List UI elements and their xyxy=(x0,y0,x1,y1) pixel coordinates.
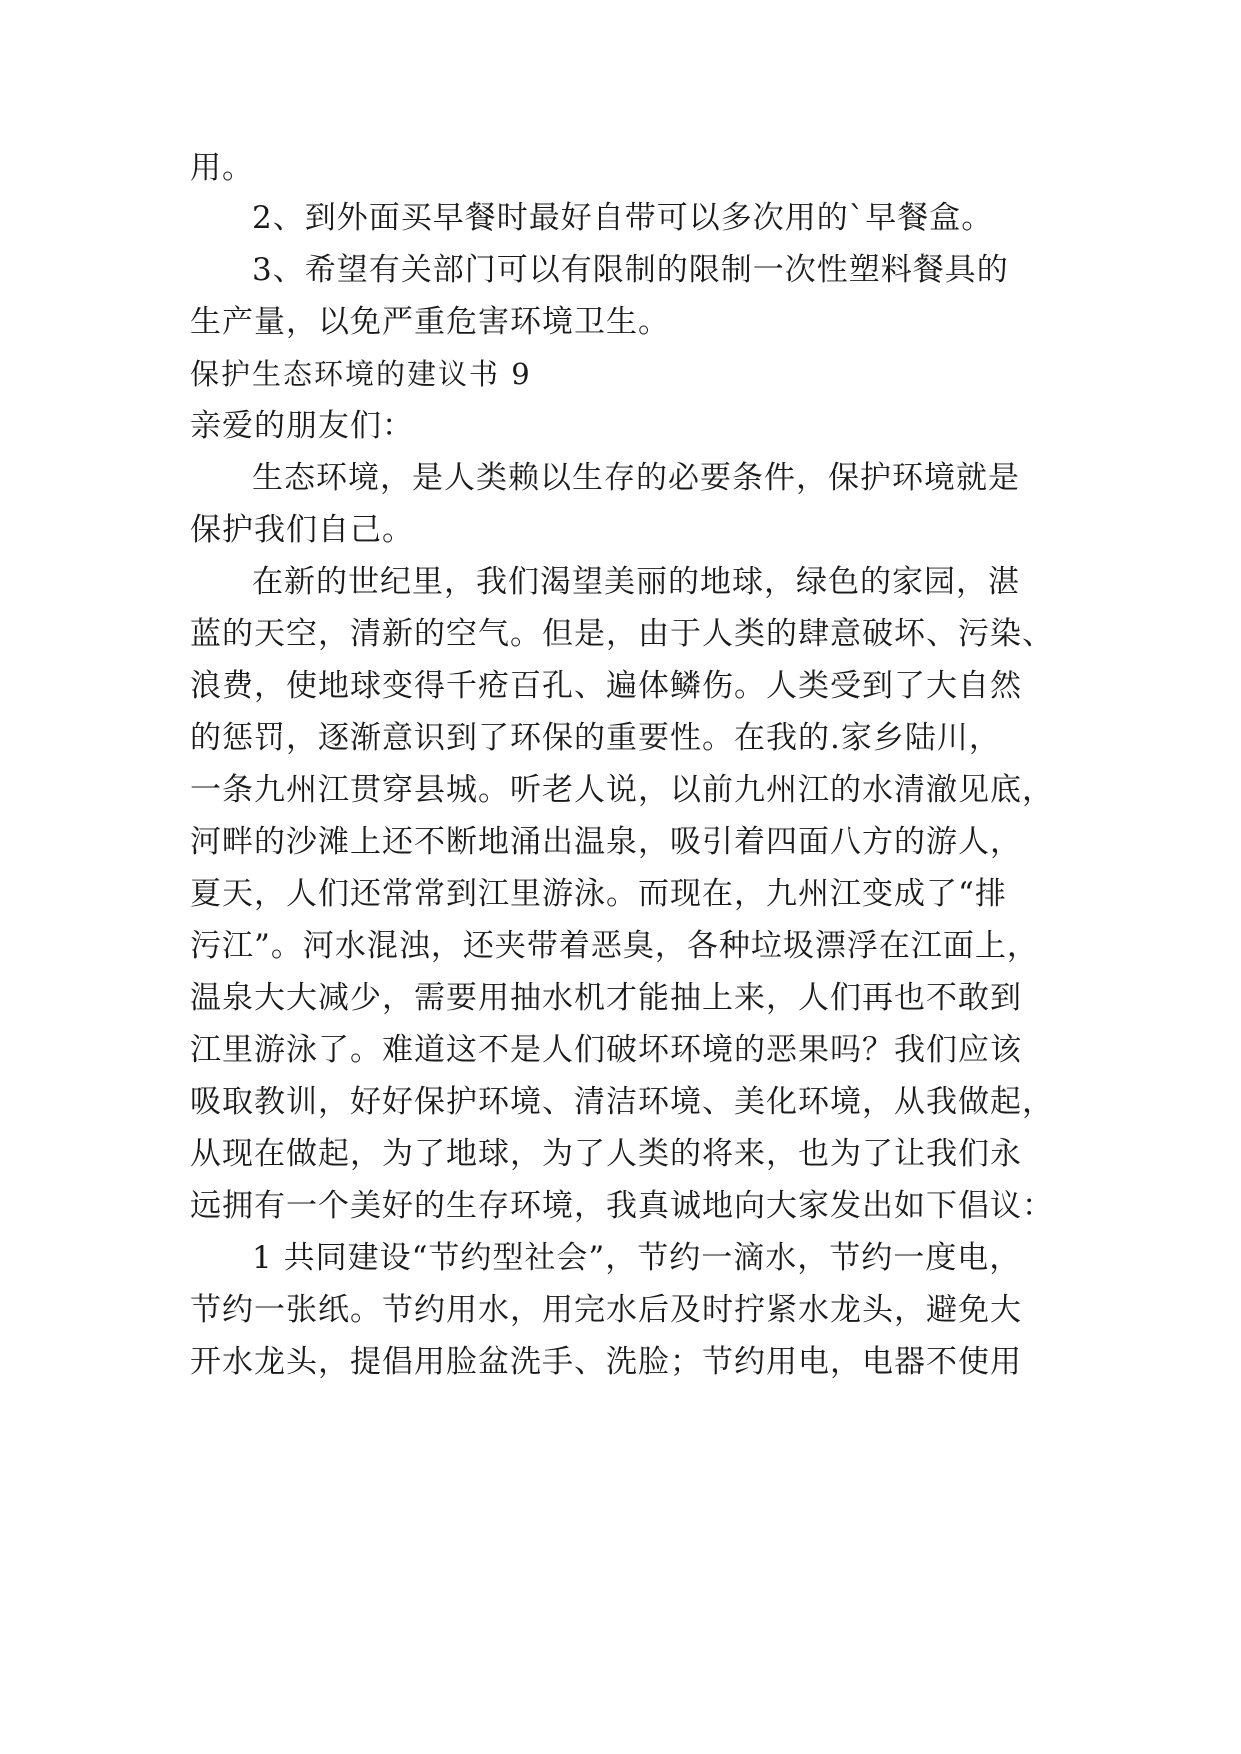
paragraph-line: 夏天，人们还常常到江里游泳。而现在，九州江变成了“排 xyxy=(190,876,1007,912)
paragraph-line: 浪费，使地球变得千疮百孔、遍体鳞伤。人类受到了大自然 xyxy=(190,668,1022,704)
paragraph-line: 温泉大大减少，需要用抽水机才能抽上来，人们再也不敢到 xyxy=(190,980,1022,1016)
paragraph-line: 河畔的沙滩上还不断地涌出温泉，吸引着四面八方的游人， xyxy=(190,824,1022,860)
salutation: 亲爱的朋友们： xyxy=(190,408,414,444)
paragraph-line: 节约一张纸。节约用水，用完水后及时拧紧水龙头，避免大 xyxy=(190,1292,1022,1328)
text-line: 生产量，以免严重危害环境卫生。 xyxy=(190,304,670,340)
paragraph-line: 开水龙头，提倡用脸盆洗手、洗脸；节约用电，电器不使用 xyxy=(190,1344,1022,1380)
list-item-3: 3、希望有关部门可以有限制的限制一次性塑料餐具的 xyxy=(252,252,1009,288)
paragraph-line: 保护我们自己。 xyxy=(190,512,414,548)
paragraph-line: 蓝的天空，清新的空气。但是，由于人类的肆意破坏、污染、 xyxy=(190,616,1054,652)
list-item-2: 2、到外面买早餐时最好自带可以多次用的`早餐盒。 xyxy=(252,200,994,236)
paragraph-line: 在新的世纪里，我们渴望美丽的地球，绿色的家园，湛 xyxy=(252,564,1020,600)
paragraph-line: 生态环境，是人类赖以生存的必要条件，保护环境就是 xyxy=(252,460,1020,496)
paragraph-line: 远拥有一个美好的生存环境，我真诚地向大家发出如下倡议： xyxy=(190,1188,1054,1224)
paragraph-line: 从现在做起，为了地球，为了人类的将来，也为了让我们永 xyxy=(190,1136,1022,1172)
text-line: 用。 xyxy=(190,150,254,186)
paragraph-line: 吸取教训，好好保护环境、清洁环境、美化环境，从我做起， xyxy=(190,1084,1054,1120)
paragraph-line: 的惩罚，逐渐意识到了环保的重要性。在我的.家乡陆川， xyxy=(190,720,1001,756)
section-heading: 保护生态环境的建议书 9 xyxy=(190,357,532,391)
paragraph-line: 一条九州江贯穿县城。听老人说，以前九州江的水清澈见底， xyxy=(190,772,1054,808)
proposal-item-1: 1 共同建设“节约型社会”，节约一滴水，节约一度电， xyxy=(252,1240,1022,1276)
paragraph-line: 江里游泳了。难道这不是人们破坏环境的恶果吗？我们应该 xyxy=(190,1032,1022,1068)
paragraph-line: 污江”。河水混浊，还夹带着恶臭，各种垃圾漂浮在江面上， xyxy=(190,928,1039,964)
